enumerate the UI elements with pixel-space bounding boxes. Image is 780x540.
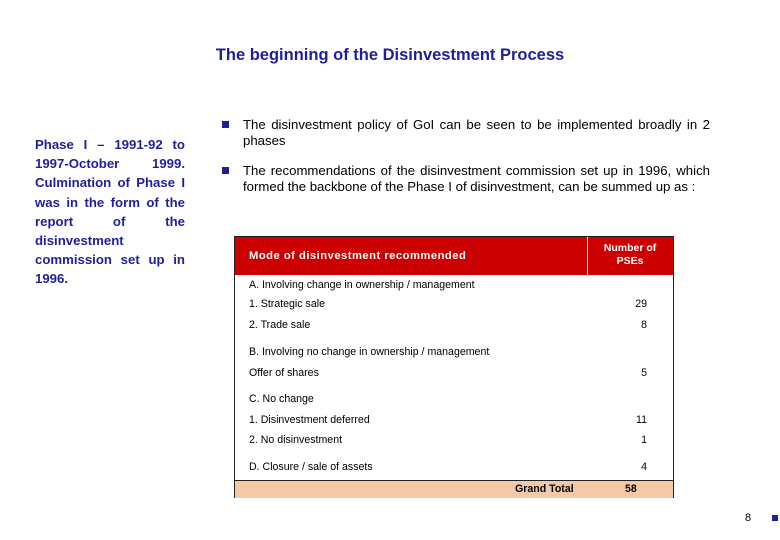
bullet-text: The recommendations of the disinvestment commission set up in 1996, which formed the backbone of the Phase I of disinvestment, can be summed up as : xyxy=(243,163,710,194)
bullet-item-policy xyxy=(222,117,710,149)
row-label: B. Involving no change in ownership / management xyxy=(249,346,490,358)
row-value: 29 xyxy=(635,298,647,310)
row-value: 8 xyxy=(641,319,647,331)
bullet-square-icon xyxy=(222,121,229,128)
row-label: 1. Strategic sale xyxy=(249,298,325,310)
bullet-text: The disinvestment policy of GoI can be seen to be implemented broadly in 2 phases xyxy=(243,117,710,148)
row-label: Offer of shares xyxy=(249,367,319,379)
slide-title: The beginning of the Disinvestment Process xyxy=(215,46,565,64)
grand-total-value: 58 xyxy=(625,483,637,495)
page-marker-icon xyxy=(772,515,778,521)
phase-description: Phase I – 1991-92 to 1997-October 1999. Culmination of Phase I was in the form of the report of the disinvestment commission set up in 1996. xyxy=(35,137,185,287)
grand-total-row xyxy=(235,480,673,498)
table-header xyxy=(235,237,673,275)
row-label: 2. Trade sale xyxy=(249,319,311,331)
row-label: 2. No disinvestment xyxy=(249,434,343,446)
row-value: 11 xyxy=(636,414,647,426)
row-label: C. No change xyxy=(249,393,314,405)
row-value: 5 xyxy=(641,367,647,379)
row-label: D. Closure / sale of assets xyxy=(249,461,373,473)
header-mode: Mode of disinvestment recommended xyxy=(249,250,467,262)
bullet-square-icon xyxy=(222,167,229,174)
header-count: Number of PSEs xyxy=(603,242,657,267)
row-value: 1 xyxy=(641,434,647,446)
bullet-item-recommendations xyxy=(222,163,710,195)
row-value: 4 xyxy=(641,461,647,473)
disinvestment-table xyxy=(234,236,674,498)
row-label: A. Involving change in ownership / management xyxy=(249,279,475,291)
page-number: 8 xyxy=(745,512,752,524)
row-label: 1. Disinvestment deferred xyxy=(249,414,370,426)
header-divider xyxy=(587,237,588,275)
grand-total-label: Grand Total xyxy=(515,483,574,495)
